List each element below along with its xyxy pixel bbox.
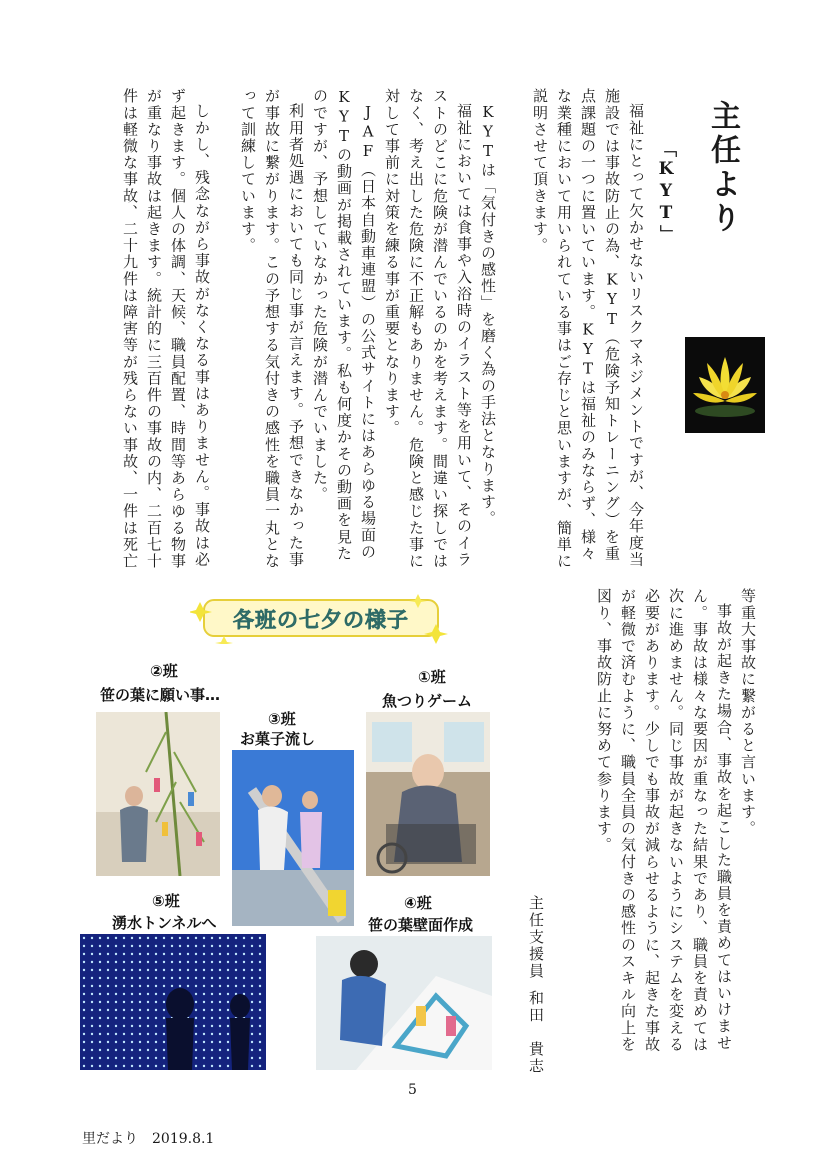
page-number: 5 — [408, 1082, 417, 1098]
flower-icon — [685, 337, 765, 433]
paragraph-accidents: しかし、残念ながら事故がなくなる事はありません。事故は必ず起きます。個人の体調、天候、職員配置、時間等あらゆる物事が重なり事故は起きます。統計的に三百件の事故の内、二百七十件は軽微な事故、二十九件は障害等が残らない事故、一件は死亡 — [121, 88, 211, 570]
author-name: 和田 貴志 — [527, 990, 545, 1075]
paragraph-kyt-welfare: 福祉においては食事や入浴時のイラスト等を用いて、そのイラストのどこに危険が潜んでいるのかを考えます。間違い探しではなく、考え出した危険に不正解もありません。危険と感じた事に対して事前に対策を練る事が重要となります。 — [383, 88, 473, 570]
group4-label: ④班 — [404, 894, 432, 912]
group5-caption: 湧水トンネルへ — [112, 914, 217, 932]
group5-label: ⑤班 — [152, 892, 180, 910]
paragraph-intro: 福祉にとって欠かせないリスクマネジメントですが、今年度当施設では事故防止の為、KYT（危険予知トレーニング）を重点課題の一つに置いています。KYTは福祉のみならず、様々な業種において用いられている事はご存じと思いますが、簡単に説明させて頂きます。 — [531, 88, 645, 570]
group1-caption: 魚つりゲーム — [382, 692, 473, 710]
group2-photo — [96, 712, 220, 876]
article-title: 主任より — [705, 100, 740, 236]
banner-title: 各班の七夕の様子 — [233, 608, 409, 632]
paragraph-kyt-method: KYTは「気付きの感性」を磨く為の手法となります。 — [479, 103, 497, 527]
article-subtitle: 「KYT」 — [656, 140, 676, 244]
author-role: 主任支援員 — [527, 895, 545, 980]
group2-caption: 笹の葉に願い事… — [100, 686, 221, 704]
paragraph-continuation: 等重大事故に繋がると言います。 — [739, 588, 757, 837]
paragraph-prevention: 事故が起きた場合、事故を起こした職員を責めてはいけません。事故は様々な要因が重なった結果であり、職員を責めては次に進めません。同じ事故が起きないようにシステムを変える必要があります。少しでも事故が減らせるように、起きた事故が軽微で済むように、職員全員の気付きの感性のスキル向上を図り、事故防止に努めて参ります。 — [595, 588, 733, 1053]
continuation-text-block — [560, 588, 760, 1068]
intro-text-block — [520, 88, 648, 578]
group4-caption: 笹の葉壁面作成 — [368, 916, 474, 934]
accident-text-block — [104, 88, 214, 578]
group3-caption: お菓子流し — [240, 730, 316, 748]
group3-photo — [232, 750, 354, 926]
paragraph-jaf: JAF（日本自動車連盟）の公式サイトにはあらゆる場面のKYTの動画が掲載されています。私も何度かその動画を見たのですが、予想していなかった危険が潜んでいました。 — [311, 88, 377, 562]
tanabata-banner — [190, 592, 452, 644]
water-lily-photo — [685, 337, 765, 433]
group2-label: ②班 — [150, 662, 178, 680]
group4-photo — [316, 936, 492, 1070]
group5-photo — [80, 934, 266, 1070]
publication-footer: 里だより 2019.8.1 — [82, 1131, 215, 1147]
group3-label: ③班 — [268, 710, 296, 728]
group1-photo — [366, 712, 490, 876]
paragraph-user-care: 利用者処遇においても同じ事が言えます。予想できなかった事が事故に繋がります。この予想する気付きの感性を職員一丸となって訓練しています。 — [239, 88, 305, 570]
group1-label: ①班 — [418, 668, 446, 686]
kyt-text-block — [232, 88, 500, 578]
